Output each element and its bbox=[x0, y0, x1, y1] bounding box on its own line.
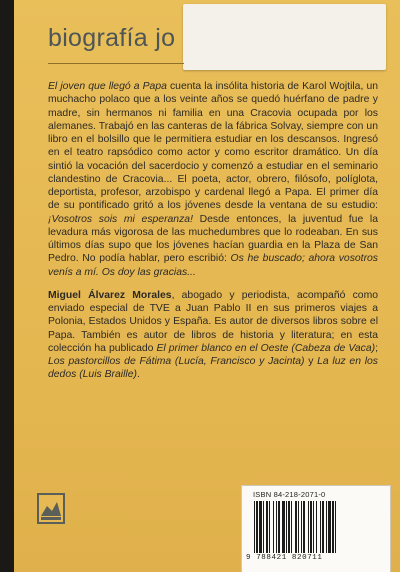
barcode-bar bbox=[266, 501, 268, 553]
barcode-bar bbox=[335, 501, 336, 553]
barcode-bar bbox=[328, 501, 331, 553]
bio-run: La luz en los dedos (Luis Braille) bbox=[48, 356, 378, 381]
bio-run: y bbox=[304, 356, 318, 367]
back-cover-text bbox=[48, 80, 378, 382]
barcode-bar bbox=[326, 501, 327, 553]
barcode-bar bbox=[320, 501, 321, 553]
synopsis-run: cuenta la insólita historia de Karol Wojtila, un muchacho polaco que a los veinte años se quedó huérfano de padre y madre, sin hermanos ni familia en una Cracovia ocupada por los alemanes. Trabajó en las canteras de la fábrica Solvay, siempre con un libro en el bolsillo que le permitiera estudiar en los descansos. Ingresó en el teatro rapsódico como actor y como escritor dramático. Un día sintió la vocación del sacerdocio y comenzó a estudiar en el seminario clandestino de Cracovia... El poeta, actor, obrero, filósofo, políglota, deportista, profesor, arzobispo y cardenal llegó a Papa. El primer día de su pontificado gritó a los jóvenes desde la ventana de su estudio: bbox=[48, 81, 379, 212]
barcode-bar bbox=[301, 501, 302, 553]
isbn-label: ISBN 84-218-2071-0 bbox=[253, 490, 326, 499]
barcode-bar bbox=[288, 501, 290, 553]
title-rule bbox=[48, 63, 184, 64]
publisher-logo-icon bbox=[37, 486, 65, 524]
barcode-bar bbox=[332, 501, 334, 553]
barcode-bar bbox=[316, 501, 317, 553]
barcode-number: 9 788421 820711 bbox=[246, 554, 323, 562]
synopsis-run: Desde entonces, la juventud fue la levadura más vigorosa de las muchedumbres que lo rodeaban. En sus últimos días supo que los jóvenes hacían guardia en la Plaza de San Pedro. No podía hablar, pero escribió: bbox=[48, 213, 378, 265]
barcode-bar bbox=[322, 501, 324, 553]
bio-run: El primer blanco en el Oeste (Cabeza de Vaca) bbox=[156, 342, 376, 354]
barcode-bar bbox=[303, 501, 305, 553]
barcode-bar bbox=[269, 501, 270, 553]
barcode-bar bbox=[273, 501, 274, 553]
barcode-bar bbox=[254, 501, 255, 553]
bio-run: . bbox=[136, 369, 140, 381]
author-bio-paragraph bbox=[48, 289, 378, 382]
author-name: Miguel Álvarez Morales bbox=[48, 289, 172, 301]
barcode-icon bbox=[252, 501, 380, 553]
barcode-bar bbox=[282, 501, 285, 553]
synopsis-run: ¡Vosotros sois mi esperanza! bbox=[48, 213, 193, 225]
barcode-bar bbox=[310, 501, 312, 553]
barcode-bar bbox=[278, 501, 280, 553]
isbn-barcode-box bbox=[241, 485, 391, 572]
price-sticker bbox=[183, 4, 386, 70]
bio-run: , abogado y periodista, acompañó como enviado especial de TVE a Juan Pablo II en sus primeros viajes a Polonia, Estados Unidos y España. Es autor de diversos libros sobre el Papa. También es autor de libros de historia y literatura; en esta colección ha publicado bbox=[48, 289, 378, 354]
barcode-bar bbox=[286, 501, 287, 553]
series-title: biografía jo bbox=[48, 24, 176, 52]
back-cover bbox=[14, 0, 400, 572]
synopsis-run: Os he buscado; ahora vosotros venís a mí. Os doy las gracias... bbox=[48, 253, 379, 278]
barcode-bar bbox=[291, 501, 292, 553]
bio-run: ; bbox=[375, 342, 378, 354]
barcode-bar bbox=[298, 501, 299, 553]
barcode-bar bbox=[308, 501, 309, 553]
barcode-bar bbox=[259, 501, 262, 553]
synopsis-paragraph bbox=[48, 80, 378, 279]
barcode-bar bbox=[276, 501, 277, 553]
barcode-bar bbox=[295, 501, 297, 553]
bio-run: Los pastorcillos de Fátima (Lucía, Francisco y Jacinta) bbox=[48, 356, 305, 367]
barcode-bar bbox=[263, 501, 264, 553]
synopsis-run: El joven que llegó a Papa bbox=[48, 81, 167, 92]
barcode-bar bbox=[256, 501, 258, 553]
barcode-bar bbox=[313, 501, 314, 553]
